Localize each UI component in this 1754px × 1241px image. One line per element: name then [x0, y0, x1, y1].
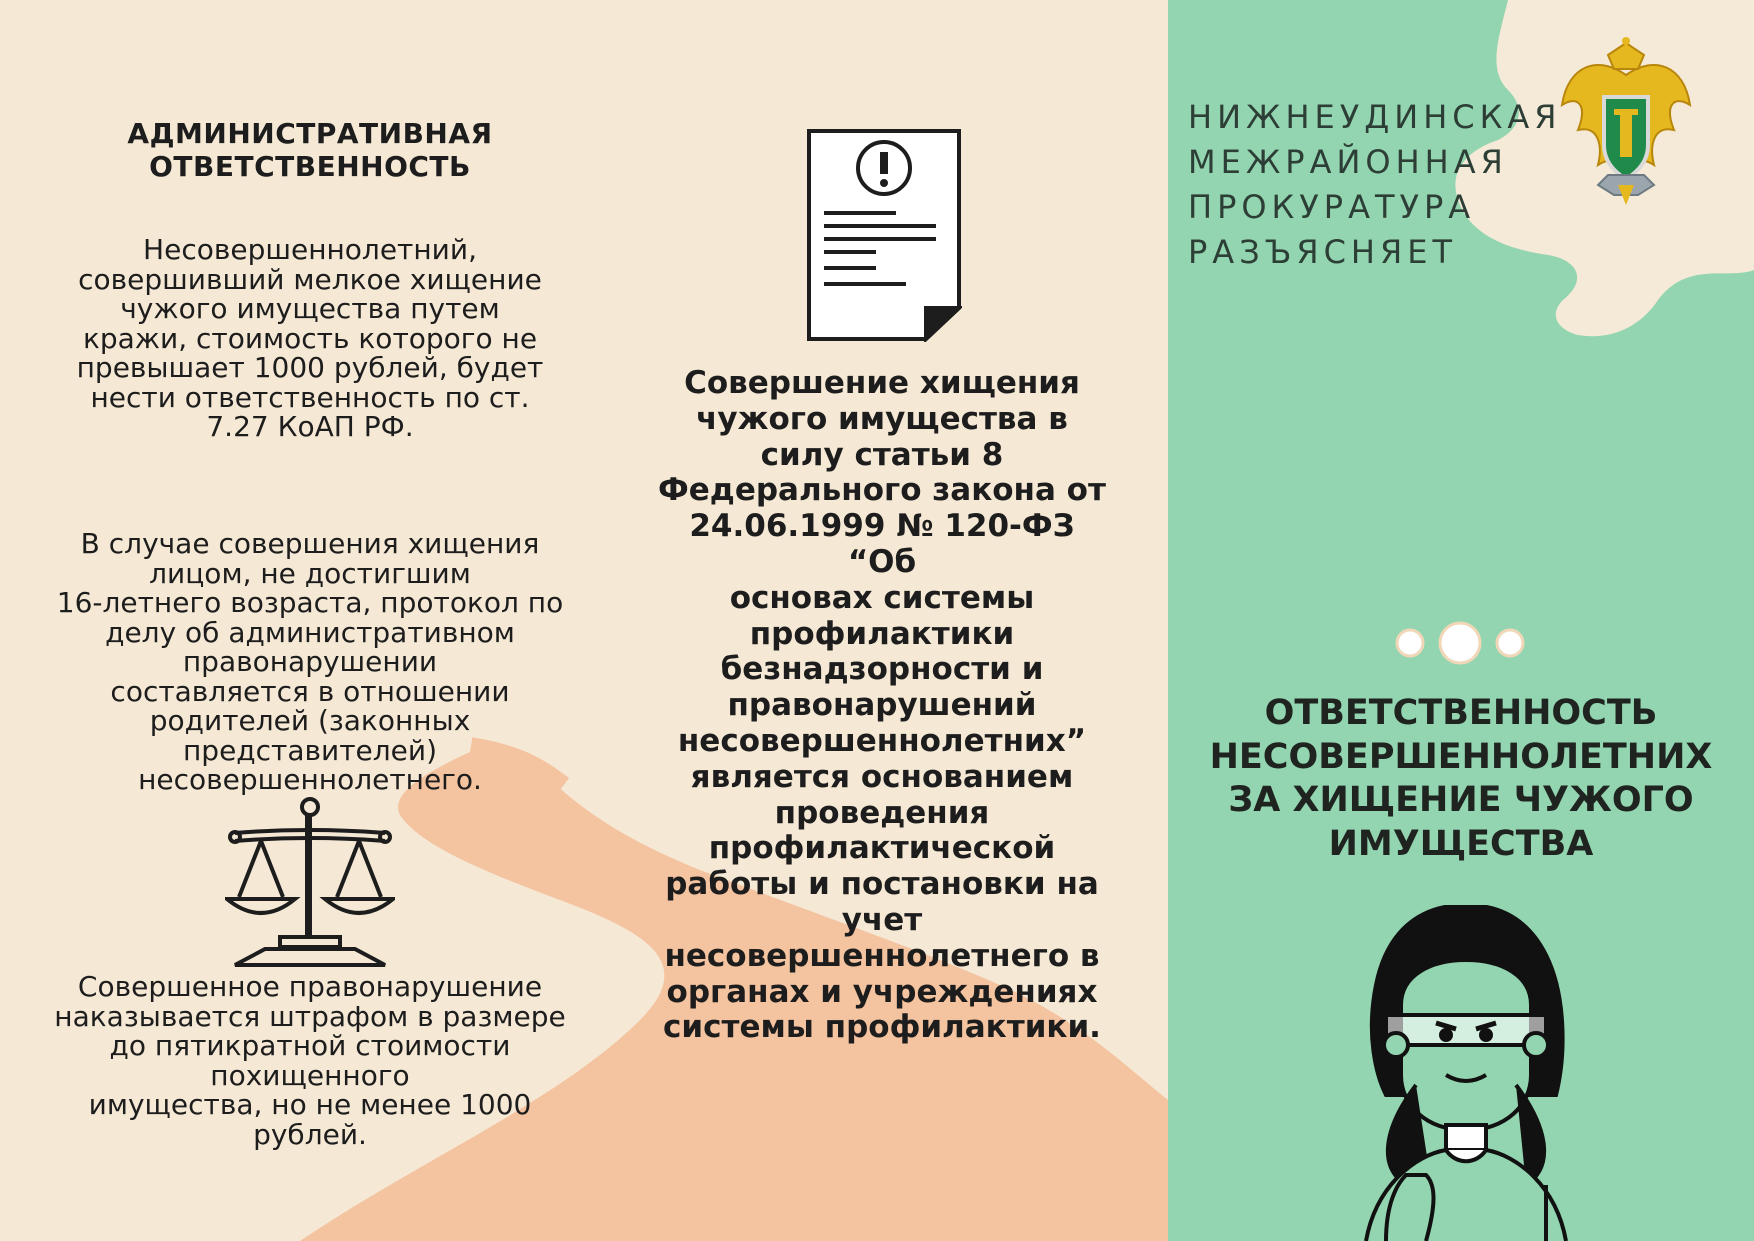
prosecutor-line: ПРОКУРАТУРА — [1188, 188, 1476, 226]
girl-illustration-icon — [1346, 905, 1586, 1241]
scales-of-justice-icon — [225, 797, 395, 969]
decorative-dots-icon — [1390, 618, 1530, 668]
prosecutor-line: МЕЖРАЙОННАЯ — [1188, 143, 1508, 181]
brochure-title: ОТВЕТСТВЕННОСТЬ НЕСОВЕРШЕННОЛЕТНИХ ЗА ХИЩЕНИЕ ЧУЖОГО ИМУЩЕСТВА — [1209, 693, 1713, 864]
document-warning-icon — [806, 128, 962, 342]
left-paragraph-3: Совершенное правонарушение наказывается штрафом в размере до пятикратной стоимости похищенного имущества, но не менее 1000 рублей. — [54, 970, 566, 1151]
law-article-text: Совершение хищения чужого имущества в силу статьи 8 Федерального закона от 24.06.1999 № 120-ФЗ “Об основах системы профилактики безнадзорности и правонарушений несовершеннолетних” является основанием проведения профилактической работы и постановки на учет несовершеннолетнего в органах и учреждениях системы профилактики. — [658, 365, 1106, 1046]
left-paragraph-1: Несовершеннолетний, совершивший мелкое хищение чужого имущества путем кражи, стоимость которого не превышает 1000 рублей, будет нести ответственность по ст. 7.27 КоАП РФ. — [76, 233, 544, 443]
prosecutor-emblem-icon — [1558, 35, 1694, 207]
left-paragraph-2: В случае совершения хищения лицом, не достигшим 16-летнего возраста, протокол по делу об административном правонарушении составляется в отношении родителей (законных представителей) несовершеннолетнего. — [56, 527, 564, 796]
prosecutor-heading — [1188, 95, 1561, 275]
admin-responsibility-heading: АДМИНИСТРАТИВНАЯ ОТВЕТСТВЕННОСТЬ — [127, 117, 493, 183]
prosecutor-line: НИЖНЕУДИНСКАЯ — [1188, 98, 1562, 136]
prosecutor-line: РАЗЪЯСНЯЕТ — [1188, 233, 1457, 271]
right-panel — [1168, 0, 1754, 1241]
